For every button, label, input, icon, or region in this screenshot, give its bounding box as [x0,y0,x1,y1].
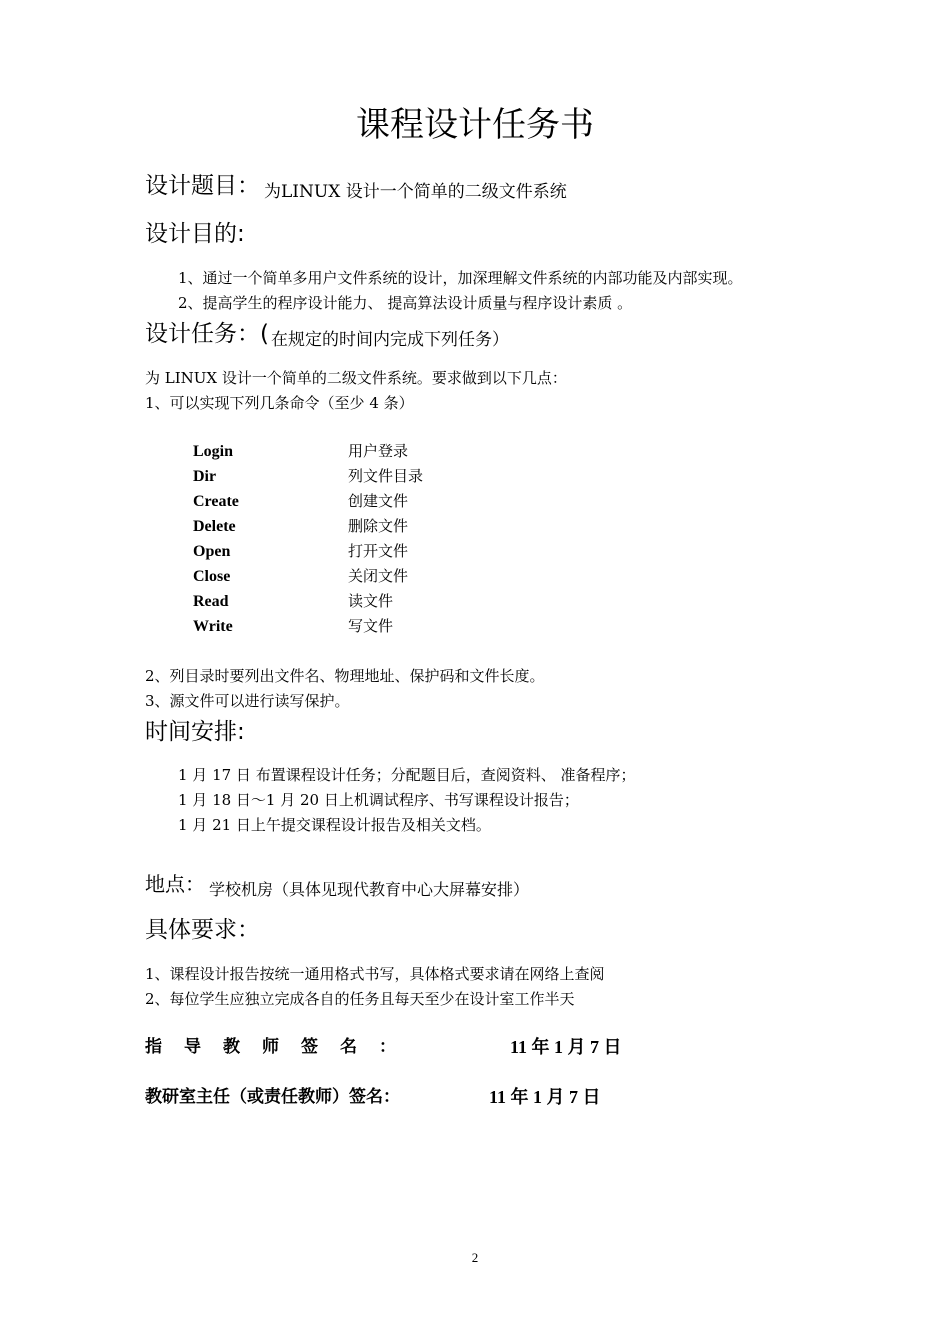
command-row [193,589,423,614]
command-description: 打开文件 [348,542,409,560]
purpose-item: 1、通过一个简单多用户文件系统的设计，加深理解文件系统的内部功能及内部实现。 [178,269,743,287]
advisor-label: 指导教师签名： [145,1037,418,1057]
command-row [193,539,423,564]
command-row [193,489,423,514]
document-title: 课程设计任务书 [356,105,594,145]
advisor-date: 11 年 1 月 7 日 [510,1037,622,1057]
purpose-item: 2、提高学生的程序设计能力、 提高算法设计质量与程序设计素质 。 [178,294,633,312]
advisor-signature-label [145,1035,418,1059]
command-description: 写文件 [348,617,394,635]
command-name: Login [193,443,234,460]
director-date: 11 年 1 月 7 日 [489,1087,601,1107]
director-signature-label [145,1085,400,1109]
task-label: 设计任务：( [145,321,269,347]
task-requirement-1: 1、可以实现下列几条命令（至少 4 条） [145,394,414,412]
location-label: 地点： [145,872,205,896]
task-requirement-3: 3、源文件可以进行读写保护。 [145,692,350,710]
requirements-label: 具体要求： [145,917,260,943]
topic-value: 为LINUX 设计一个简单的二级文件系统 [264,182,567,202]
schedule-label: 时间安排: [145,719,245,745]
topic-section [145,170,567,208]
requirements-item: 1、课程设计报告按统一通用格式书写，具体格式要求请在网络上查阅 [145,965,605,983]
command-name: Read [193,593,229,610]
requirements-item: 2、每位学生应独立完成各自的任务且每天至少在设计室工作半天 [145,990,575,1008]
command-row [193,464,423,489]
command-table [193,439,423,639]
location-section [145,868,529,906]
director-signature-date [489,1085,601,1110]
command-description: 读文件 [348,592,394,610]
schedule-item: 1 月 18 日～1 月 20 日上机调试程序、书写课程设计报告； [178,791,579,809]
location-value: 学校机房（具体见现代教育中心大屏幕安排） [209,880,530,899]
command-name: Open [193,543,231,560]
command-row [193,514,423,539]
advisor-signature-date [510,1035,622,1060]
command-row [193,439,423,464]
task-requirement-2: 2、列目录时要列出文件名、物理地址、保护码和文件长度。 [145,667,545,685]
command-description: 列文件目录 [348,467,424,485]
command-description: 删除文件 [348,517,409,535]
command-description: 创建文件 [348,492,409,510]
command-name: Create [193,493,239,510]
director-label: 教研室主任（或责任教师）签名： [145,1087,400,1107]
command-name: Close [193,568,231,585]
command-name: Delete [193,518,236,535]
command-description: 用户登录 [348,442,409,460]
topic-label: 设计题目： [145,173,260,199]
command-row [193,614,423,639]
purpose-label: 设计目的: [145,221,245,247]
command-name: Write [193,618,233,635]
command-name: Dir [193,468,217,485]
schedule-item: 1 月 17 日 布置课程设计任务；分配题目后，查阅资料、 准备程序； [178,766,636,784]
task-note: 在规定的时间内完成下列任务） [270,330,509,350]
command-description: 关闭文件 [348,567,409,585]
task-section [145,318,509,356]
task-intro: 为 LINUX 设计一个简单的二级文件系统。要求做到以下几点： [145,369,567,387]
schedule-item: 1 月 21 日上午提交课程设计报告及相关文档。 [178,816,491,834]
page-number: 2 [471,1250,479,1265]
command-row [193,564,423,589]
